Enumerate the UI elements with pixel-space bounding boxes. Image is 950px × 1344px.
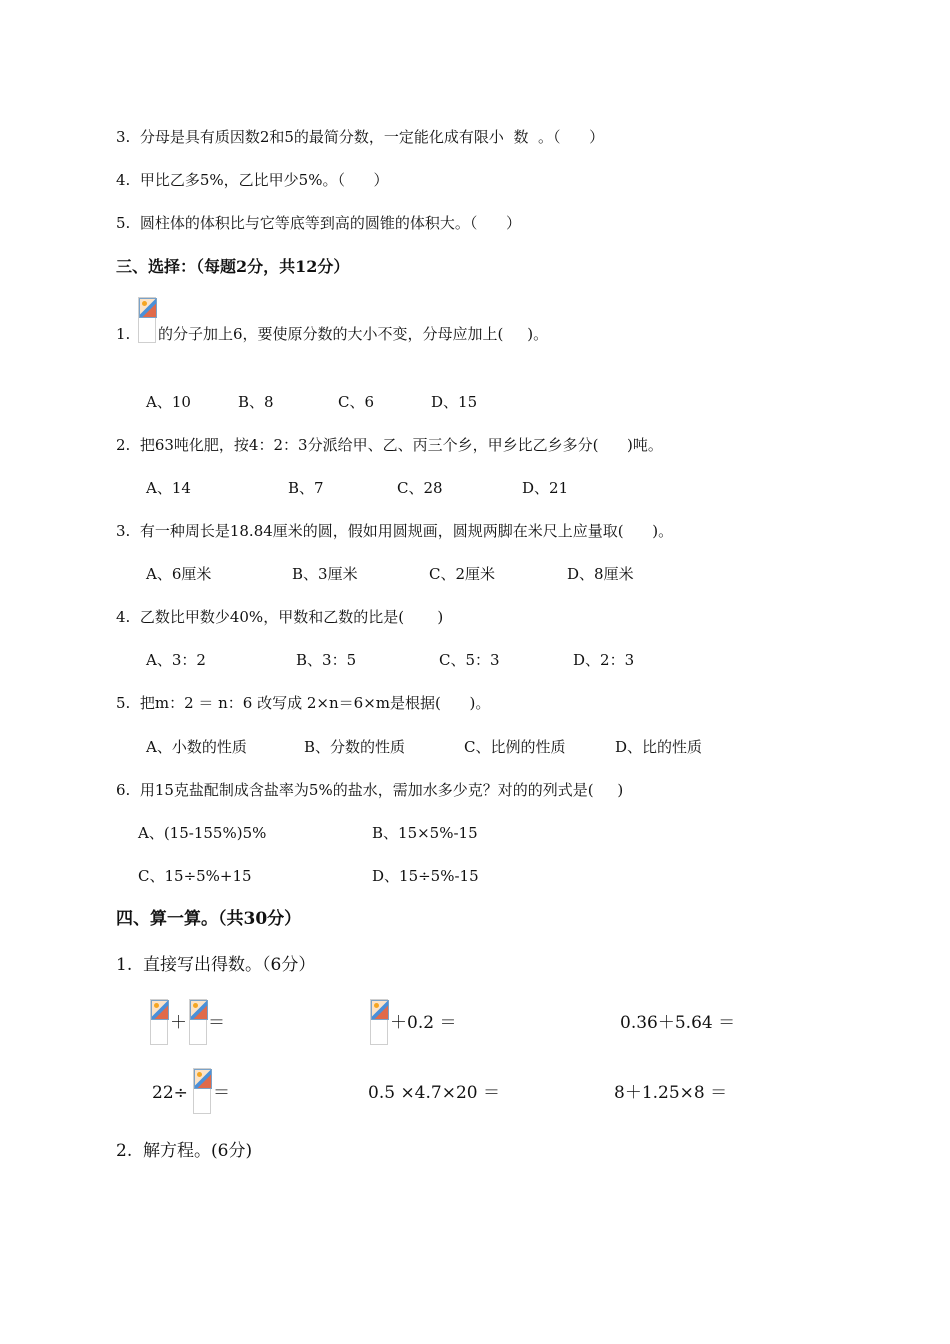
q4-option-c: C、5：3 — [439, 651, 500, 669]
q3-option-b: B、3厘米 — [292, 565, 358, 583]
section-3-title: 三、选择：（每题2分，共12分） — [116, 257, 350, 276]
q4-option-d: D、2：3 — [573, 651, 635, 669]
q2-option-b: B、7 — [288, 479, 324, 497]
calc-r1c3: 0.36＋5.64 ＝ — [620, 1013, 736, 1033]
fraction-image-icon — [193, 1068, 211, 1114]
q5-option-c: C、比例的性质 — [464, 738, 566, 756]
judge-q5: 5. 圆柱体的体积比与它等底等到高的圆锥的体积大。（ ） — [116, 214, 521, 232]
q1-option-d: D、15 — [431, 393, 478, 411]
calc-r2c1-prefix: 22÷ — [152, 1083, 188, 1103]
fraction-image-icon — [138, 297, 156, 343]
section-4-title: 四、算一算。（共30分） — [116, 909, 302, 929]
q5-option-d: D、比的性质 — [615, 738, 703, 756]
choice-q1-number: 1. — [116, 325, 131, 343]
q6-option-a: A、(15-155%)5% — [138, 824, 267, 842]
section-4-sub1: 1. 直接写出得数。（6分） — [116, 955, 316, 975]
q6-option-c: C、15÷5%+15 — [138, 867, 252, 885]
calc-r2c2: 0.5 ×4.7×20 ＝ — [368, 1083, 500, 1103]
judge-q3: 3. 分母是具有质因数2和5的最简分数，一定能化成有限小 数 。（ ） — [116, 128, 605, 146]
calc-r2c3: 8＋1.25×8 ＝ — [614, 1083, 728, 1103]
q5-option-b: B、分数的性质 — [304, 738, 406, 756]
q3-option-a: A、6厘米 — [146, 565, 212, 583]
fraction-image-icon — [150, 999, 168, 1045]
calc-r2c1-equals: ＝ — [213, 1083, 230, 1103]
q5-option-a: A、小数的性质 — [146, 738, 247, 756]
choice-q4: 4. 乙数比甲数少40%，甲数和乙数的比是( ) — [116, 608, 444, 626]
q3-option-d: D、8厘米 — [567, 565, 634, 583]
section-4-sub2: 2. 解方程。(6分) — [116, 1141, 253, 1161]
choice-q2: 2. 把63吨化肥，按4：2：3分派给甲、乙、丙三个乡，甲乡比乙乡多分( )吨。 — [116, 436, 663, 454]
choice-q1-text: 的分子加上6，要使原分数的大小不变，分母应加上( )。 — [158, 325, 549, 343]
calc-r1c2: ＋0.2 ＝ — [390, 1013, 457, 1033]
q2-option-c: C、28 — [397, 479, 443, 497]
choice-q5: 5. 把m：2 ＝ n：6 改写成 2×n＝6×m是根据( )。 — [116, 694, 491, 712]
q6-option-d: D、15÷5%-15 — [372, 867, 479, 885]
q1-option-c: C、6 — [338, 393, 375, 411]
choice-q6: 6. 用15克盐配制成含盐率为5%的盐水，需加水多少克？对的的列式是( ) — [116, 781, 624, 799]
q6-option-b: B、15×5%-15 — [372, 824, 478, 842]
fraction-image-icon — [370, 999, 388, 1045]
fraction-image-icon — [189, 999, 207, 1045]
q3-option-c: C、2厘米 — [429, 565, 496, 583]
q4-option-a: A、3：2 — [146, 651, 206, 669]
q1-option-b: B、8 — [238, 393, 274, 411]
calc-r1c1-equals: ＝ — [208, 1013, 225, 1033]
calc-r1c1-plus: ＋ — [170, 1013, 187, 1033]
judge-q4: 4. 甲比乙多5%，乙比甲少5%。（ ） — [116, 171, 389, 189]
choice-q3: 3. 有一种周长是18.84厘米的圆，假如用圆规画，圆规两脚在米尺上应量取( )。 — [116, 522, 674, 540]
q2-option-d: D、21 — [522, 479, 569, 497]
q1-option-a: A、10 — [146, 393, 191, 411]
q2-option-a: A、14 — [146, 479, 191, 497]
q4-option-b: B、3：5 — [296, 651, 357, 669]
